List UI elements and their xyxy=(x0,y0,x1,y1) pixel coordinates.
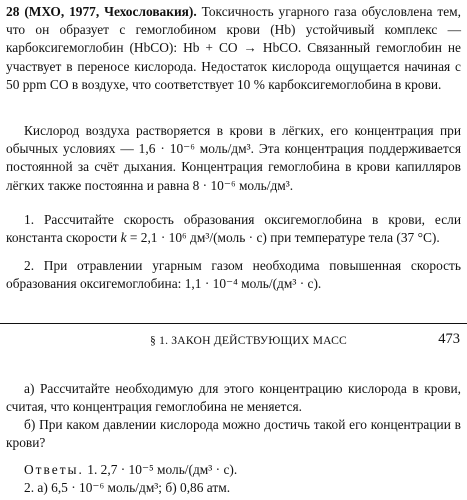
answer-2: 2. а) 6,5 · 10⁻⁶ моль/дм³; б) 0,86 атм. xyxy=(24,480,231,496)
question-1-value: = 2,1 · 10⁶ дм³/(моль · с) при температуре тела (37 °С). xyxy=(126,230,440,246)
problem-paragraph-2: Кислород воздуха растворяется в крови в лёгких, его концентрация при обычных условиях — 1,6 · 10⁻⁶ моль/дм³. Эта концентрация поддерживается постоянной за счёт дыхания. Концентрация гемоглобина в крови капилляров лёгких также постоянна и равна 8 · 10⁻⁶ моль/дм³. xyxy=(6,123,461,193)
rate-constant-symbol: k xyxy=(120,230,127,246)
question-1 xyxy=(6,211,461,247)
page-number: 473 xyxy=(438,331,460,347)
answers xyxy=(24,461,461,497)
problem-number: 28 xyxy=(6,4,20,19)
section-title: § 1. ЗАКОН ДЕЙСТВУЮЩИХ МАСС xyxy=(150,334,347,347)
answer-1: 1. 2,7 · 10⁻⁵ моль/(дм³ · с). xyxy=(87,462,238,477)
question-2a: а) Рассчитайте необходимую для этого концентрацию кислорода в крови, считая, что концентрация гемоглобина не меняется. xyxy=(6,381,461,415)
question-2b: б) При каком давлении кислорода можно достичь такой его концентрации в крови? xyxy=(6,417,461,451)
question-2: 2. При отравлении угарным газом необходима повышенная скорость образования оксигемоглобина: 1,1 · 10⁻⁴ моль/(дм³ · с). xyxy=(6,258,461,292)
question-1-text: 1. Рассчитайте скорость образования оксигемоглобина в крови, если константа скорости xyxy=(6,212,461,246)
answer-line-1 xyxy=(24,461,461,479)
problem-source: (МХО, 1977, Чехословакия). xyxy=(24,4,197,19)
problem-intro xyxy=(6,3,461,94)
answers-label: Ответы. xyxy=(24,462,84,477)
page-divider xyxy=(0,323,467,324)
page-header xyxy=(0,331,467,351)
problem-intro-text: Токсичность угарного газа обусловлена тем, что он образует с гемоглобином крови (Hb) устойчивый комплекс — карбоксигемоглобин (HbCO): Hb + CO → HbCO. Связанный гемоглобин не участвует в переносе кислорода. Недостаток кислорода ощущается начиная с 50 ppm CO в воздухе, что соответствует 10 % карбоксигемоглобина в крови. xyxy=(6,4,461,92)
